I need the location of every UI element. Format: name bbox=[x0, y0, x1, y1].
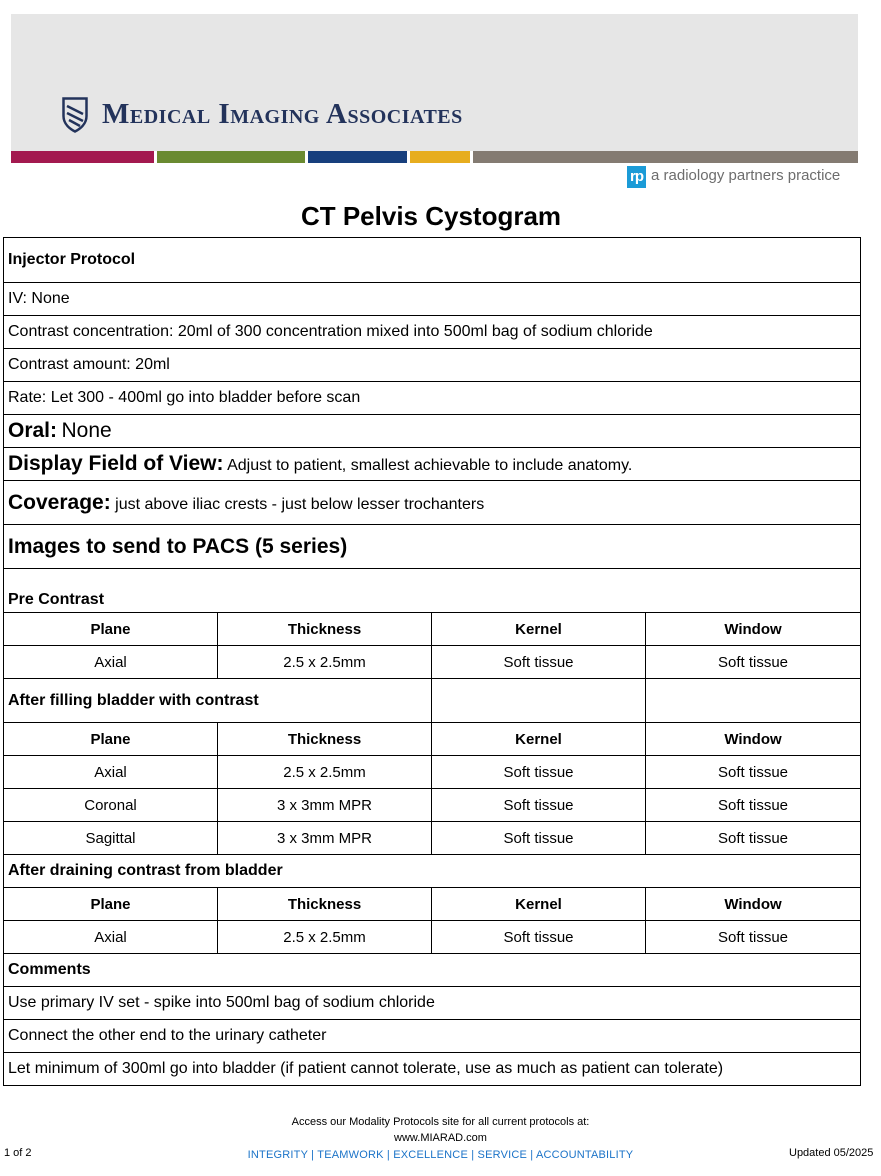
rp-tagline: a radiology partners practice bbox=[651, 167, 841, 184]
page-number: 1 of 2 bbox=[4, 1147, 32, 1159]
column-header: Kernel bbox=[432, 888, 646, 921]
coverage-value: just above iliac crests - just below lesser trochanters bbox=[115, 495, 485, 513]
plane-cell: Coronal bbox=[4, 789, 218, 822]
column-header: Window bbox=[646, 723, 861, 756]
plane-cell: Axial bbox=[4, 921, 218, 954]
injection-rate: Rate: Let 300 - 400ml go into bladder before scan bbox=[4, 382, 861, 415]
table-row bbox=[4, 822, 861, 855]
kernel-cell: Soft tissue bbox=[432, 822, 646, 855]
footer-values: INTEGRITY | TEAMWORK | EXCELLENCE | SERVICE | ACCOUNTABILITY bbox=[247, 1149, 634, 1161]
page-title: CT Pelvis Cystogram bbox=[300, 201, 562, 231]
oral-row bbox=[4, 415, 861, 448]
column-header: Thickness bbox=[218, 723, 432, 756]
window-cell: Soft tissue bbox=[646, 789, 861, 822]
brand-stripe-2 bbox=[157, 151, 305, 163]
table-row bbox=[4, 646, 861, 679]
plane-cell: Sagittal bbox=[4, 822, 218, 855]
window-cell: Soft tissue bbox=[646, 822, 861, 855]
oral-value: None bbox=[61, 419, 112, 442]
window-cell: Soft tissue bbox=[646, 756, 861, 789]
thickness-cell: 2.5 x 2.5mm bbox=[218, 921, 432, 954]
iv-row bbox=[4, 283, 861, 316]
thickness-cell: 2.5 x 2.5mm bbox=[218, 646, 432, 679]
column-header: Window bbox=[646, 888, 861, 921]
comment-line: Use primary IV set - spike into 500ml bag of sodium chloride bbox=[4, 987, 861, 1020]
thickness-cell: 3 x 3mm MPR bbox=[218, 789, 432, 822]
kernel-cell: Soft tissue bbox=[432, 921, 646, 954]
column-header: Kernel bbox=[432, 723, 646, 756]
kernel-cell: Soft tissue bbox=[432, 646, 646, 679]
group-label: Pre Contrast bbox=[4, 569, 861, 613]
plane-cell: Axial bbox=[4, 646, 218, 679]
column-header: Thickness bbox=[218, 613, 432, 646]
group-label: After filling bladder with contrast bbox=[4, 679, 432, 723]
group-label: After draining contrast from bladder bbox=[4, 855, 861, 888]
window-cell: Soft tissue bbox=[646, 646, 861, 679]
shield-logo-icon bbox=[62, 97, 88, 133]
coverage-label: Coverage: bbox=[8, 490, 111, 514]
oral-label: Oral: bbox=[8, 419, 58, 442]
column-header: Plane bbox=[4, 723, 218, 756]
footer-url[interactable]: www.MIARAD.com bbox=[394, 1132, 487, 1144]
comment-line: Connect the other end to the urinary catheter bbox=[4, 1020, 861, 1053]
brand-stripe-1 bbox=[11, 151, 154, 163]
column-header: Window bbox=[646, 613, 861, 646]
column-header: Thickness bbox=[218, 888, 432, 921]
plane-cell: Axial bbox=[4, 756, 218, 789]
thickness-cell: 2.5 x 2.5mm bbox=[218, 756, 432, 789]
injector-heading: Injector Protocol bbox=[4, 238, 861, 283]
window-cell: Soft tissue bbox=[646, 921, 861, 954]
table-row bbox=[4, 921, 861, 954]
dfov-row bbox=[4, 448, 861, 481]
dfov-label: Display Field of View: bbox=[8, 452, 224, 475]
empty-cell bbox=[646, 679, 861, 723]
updated-date: Updated 05/2025 bbox=[789, 1147, 874, 1159]
table-row bbox=[4, 756, 861, 789]
contrast-amount: Contrast amount: 20ml bbox=[4, 349, 861, 382]
brand-stripe-4 bbox=[410, 151, 470, 163]
rp-logo-icon: rp bbox=[627, 166, 646, 188]
comment-line: Let minimum of 300ml go into bladder (if patient cannot tolerate, use as much as patient can tolerate) bbox=[4, 1053, 861, 1086]
brand-stripe-3 bbox=[308, 151, 407, 163]
comments-heading: Comments bbox=[4, 954, 861, 987]
iv-value: : None bbox=[22, 290, 70, 307]
column-header: Plane bbox=[4, 613, 218, 646]
coverage-row bbox=[4, 481, 861, 525]
column-header: Kernel bbox=[432, 613, 646, 646]
images-heading: Images to send to PACS (5 series) bbox=[4, 525, 861, 569]
column-header: Plane bbox=[4, 888, 218, 921]
brand-stripe-5 bbox=[473, 151, 858, 163]
org-name: Medical Imaging Associates bbox=[102, 98, 463, 130]
empty-cell bbox=[432, 679, 646, 723]
kernel-cell: Soft tissue bbox=[432, 789, 646, 822]
footer-access-text: Access our Modality Protocols site for all current protocols at: bbox=[291, 1116, 590, 1128]
thickness-cell: 3 x 3mm MPR bbox=[218, 822, 432, 855]
kernel-cell: Soft tissue bbox=[432, 756, 646, 789]
table-row bbox=[4, 789, 861, 822]
protocol-table bbox=[3, 237, 861, 1086]
dfov-value: Adjust to patient, smallest achievable to include anatomy. bbox=[227, 457, 633, 474]
contrast-concentration: Contrast concentration: 20ml of 300 concentration mixed into 500ml bag of sodium chloride bbox=[4, 316, 861, 349]
iv-label: IV bbox=[8, 290, 23, 307]
